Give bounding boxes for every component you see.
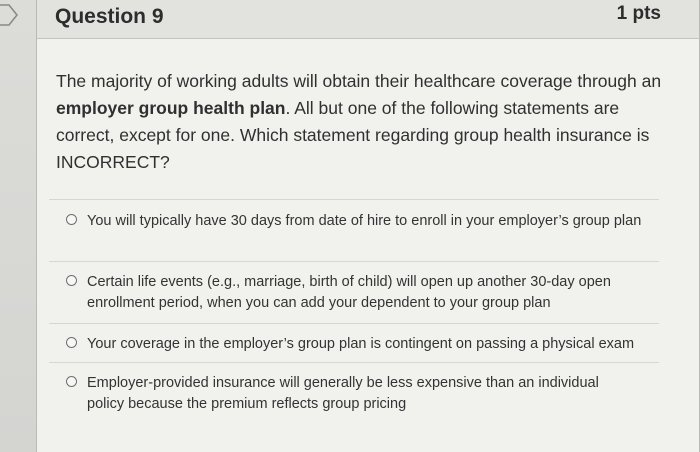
radio-button-icon[interactable] bbox=[66, 214, 77, 225]
question-title: Question 9 bbox=[55, 5, 164, 28]
question-points: 1 pts bbox=[616, 3, 661, 24]
bookmark-flag-icon[interactable] bbox=[0, 3, 20, 27]
question-text-intro: The majority of working adults will obtain their healthcare coverage through an bbox=[56, 71, 662, 91]
divider bbox=[49, 362, 659, 363]
question-text bbox=[56, 68, 671, 176]
divider bbox=[49, 261, 659, 262]
question-card bbox=[36, 0, 700, 452]
answer-label: You will typically have 30 days from date of hire to enroll in your employer’s group plan bbox=[87, 213, 642, 229]
divider bbox=[49, 323, 659, 324]
answer-label: Certain life events (e.g., marriage, birth of child) will open up another 30-day open enrollment period, when you can add your dependent to your group plan bbox=[87, 274, 611, 311]
question-text-rest: . All but one of the following statements are correct, except for one. Which statement regarding group health insurance is INCORRECT? bbox=[56, 98, 650, 172]
radio-button-icon[interactable] bbox=[66, 275, 77, 286]
question-header bbox=[37, 0, 699, 39]
question-text-bold: employer group health plan bbox=[56, 98, 286, 118]
radio-button-icon[interactable] bbox=[66, 376, 77, 387]
divider bbox=[49, 199, 659, 200]
answer-label: Your coverage in the employer’s group plan is contingent on passing a physical exam bbox=[87, 336, 635, 352]
radio-button-icon[interactable] bbox=[66, 337, 77, 348]
answer-label: Employer-provided insurance will generally be less expensive than an individual policy because the premium reflects group pricing bbox=[87, 375, 599, 412]
